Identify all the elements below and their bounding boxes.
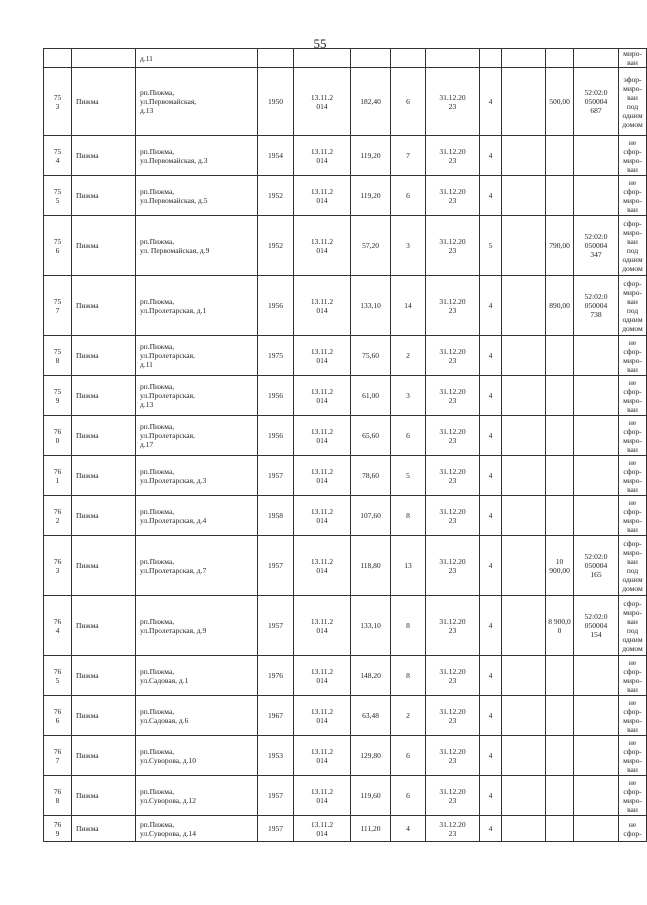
cell-year: 1954 (258, 136, 294, 176)
cell-status: не сфор- миро- ван (619, 136, 647, 176)
cell-amount: 890,00 (546, 276, 574, 336)
cell-deadline: 31.12.20 23 (426, 336, 480, 376)
cell-residents: 3 (391, 376, 426, 416)
cell-settlement: Пижма (72, 276, 136, 336)
cell-group: 4 (480, 656, 502, 696)
cell-deadline: 31.12.20 23 (426, 816, 480, 842)
cell-deadline: 31.12.20 23 (426, 776, 480, 816)
cell-cadastral: 52:02:0 050004 165 (574, 536, 619, 596)
cell-status: сфор- миро- ван под одним домом (619, 536, 647, 596)
cell-number: 76 1 (44, 456, 72, 496)
cell-deadline (426, 49, 480, 68)
cell-cadastral (574, 776, 619, 816)
cell-settlement: Пижма (72, 776, 136, 816)
cell-area: 133,10 (351, 276, 391, 336)
cell-deadline: 31.12.20 23 (426, 376, 480, 416)
cell-empty (502, 456, 546, 496)
cell-address: рп.Пижма, ул.Первомайская, д.13 (136, 68, 258, 136)
cell-status: не сфор- миро- ван (619, 336, 647, 376)
cell-number: 76 5 (44, 656, 72, 696)
cell-settlement: Пижма (72, 136, 136, 176)
table-row (44, 536, 647, 596)
cell-cadastral (574, 336, 619, 376)
cell-amount: 8 900,00 (546, 596, 574, 656)
table-row (44, 736, 647, 776)
cell-empty (502, 696, 546, 736)
cell-address: рп.Пижма, ул.Пролетарская, д.9 (136, 596, 258, 656)
cell-date: 13.11.2 014 (294, 596, 351, 656)
cell-group: 4 (480, 456, 502, 496)
cell-address: рп.Пижма, ул.Суворова, д.10 (136, 736, 258, 776)
cell-amount (546, 736, 574, 776)
cell-cadastral (574, 49, 619, 68)
cell-group: 4 (480, 136, 502, 176)
cell-amount (546, 416, 574, 456)
cell-empty (502, 736, 546, 776)
cell-status: не сфор- миро- ван (619, 416, 647, 456)
cell-number: 75 7 (44, 276, 72, 336)
cell-residents: 8 (391, 496, 426, 536)
cell-year: 1953 (258, 736, 294, 776)
cell-date: 13.11.2 014 (294, 216, 351, 276)
cell-year (258, 49, 294, 68)
cell-number: 76 0 (44, 416, 72, 456)
cell-status: не сфор- миро- ван (619, 696, 647, 736)
cell-cadastral (574, 176, 619, 216)
cell-number: 75 9 (44, 376, 72, 416)
cell-area: 63,48 (351, 696, 391, 736)
cell-area: 57,20 (351, 216, 391, 276)
cell-deadline: 31.12.20 23 (426, 656, 480, 696)
cell-status: не сфор- миро- ван (619, 456, 647, 496)
cell-number: 76 6 (44, 696, 72, 736)
cell-number: 75 8 (44, 336, 72, 376)
cell-group: 4 (480, 336, 502, 376)
cell-amount (546, 176, 574, 216)
cell-area: 65,60 (351, 416, 391, 456)
cell-number: 76 3 (44, 536, 72, 596)
cell-cadastral (574, 416, 619, 456)
cell-residents: 7 (391, 136, 426, 176)
cell-empty (502, 336, 546, 376)
cell-area: 78,60 (351, 456, 391, 496)
cell-year: 1956 (258, 416, 294, 456)
table-row (44, 416, 647, 456)
cell-year: 1958 (258, 496, 294, 536)
cell-residents: 3 (391, 216, 426, 276)
cell-status: не сфор- миро- ван (619, 656, 647, 696)
cell-year: 1956 (258, 376, 294, 416)
cell-year: 1957 (258, 596, 294, 656)
cell-date: 13.11.2 014 (294, 416, 351, 456)
table-body (44, 49, 647, 842)
cell-year: 1952 (258, 176, 294, 216)
cell-address: рп.Пижма, ул.Садовая, д.6 (136, 696, 258, 736)
cell-group: 4 (480, 416, 502, 456)
table-row (44, 596, 647, 656)
cell-address: рп.Пижма, ул.Первомайская, д.3 (136, 136, 258, 176)
cell-deadline: 31.12.20 23 (426, 216, 480, 276)
cell-number: 76 8 (44, 776, 72, 816)
cell-year: 1976 (258, 656, 294, 696)
cell-address: рп.Пижма, ул.Суворова, д.14 (136, 816, 258, 842)
cell-address: рп.Пижма, ул.Пролетарская, д.3 (136, 456, 258, 496)
table-row (44, 276, 647, 336)
cell-amount (546, 696, 574, 736)
cell-date: 13.11.2 014 (294, 136, 351, 176)
cell-group: 4 (480, 376, 502, 416)
cell-settlement: Пижма (72, 816, 136, 842)
cell-address: рп.Пижма, ул.Первомайская, д.5 (136, 176, 258, 216)
page-number: 55 (313, 36, 327, 51)
cell-settlement: Пижма (72, 68, 136, 136)
cell-deadline: 31.12.20 23 (426, 456, 480, 496)
cell-amount (546, 496, 574, 536)
cell-address: рп.Пижма, ул.Суворова, д.12 (136, 776, 258, 816)
table-row (44, 216, 647, 276)
cell-residents: 6 (391, 736, 426, 776)
cell-area: 119,20 (351, 176, 391, 216)
cell-number: 76 4 (44, 596, 72, 656)
cell-date: 13.11.2 014 (294, 276, 351, 336)
cell-empty (502, 136, 546, 176)
cell-settlement: Пижма (72, 376, 136, 416)
table-row (44, 376, 647, 416)
cell-empty (502, 776, 546, 816)
cell-residents: 6 (391, 68, 426, 136)
cell-cadastral (574, 736, 619, 776)
cell-year: 1952 (258, 216, 294, 276)
cell-year: 1950 (258, 68, 294, 136)
table-row (44, 68, 647, 136)
cell-date: 13.11.2 014 (294, 496, 351, 536)
cell-date: 13.11.2 014 (294, 536, 351, 596)
cell-status: не сфор- миро- ван (619, 376, 647, 416)
cell-status: сфор- миро- ван под одним домом (619, 596, 647, 656)
cell-amount (546, 456, 574, 496)
cell-address: рп.Пижма, ул.Пролетарская, д.1 (136, 276, 258, 336)
cell-status: не сфор- (619, 816, 647, 842)
cell-empty (502, 276, 546, 336)
cell-empty (502, 536, 546, 596)
cell-area: 111,20 (351, 816, 391, 842)
cell-settlement: Пижма (72, 416, 136, 456)
cell-date: 13.11.2 014 (294, 776, 351, 816)
cell-cadastral: 52:02:0 050004 154 (574, 596, 619, 656)
cell-settlement: Пижма (72, 536, 136, 596)
table-row (44, 656, 647, 696)
table-row (44, 496, 647, 536)
cell-deadline: 31.12.20 23 (426, 68, 480, 136)
cell-cadastral (574, 136, 619, 176)
cell-date: 13.11.2 014 (294, 376, 351, 416)
cell-residents: 14 (391, 276, 426, 336)
cell-cadastral (574, 496, 619, 536)
cell-area: 75,60 (351, 336, 391, 376)
cell-status: не сфор- миро- ван (619, 176, 647, 216)
cell-number: 75 3 (44, 68, 72, 136)
cell-area: 133,10 (351, 596, 391, 656)
cell-settlement: Пижма (72, 456, 136, 496)
table-row (44, 176, 647, 216)
cell-residents: 13 (391, 536, 426, 596)
cell-area: 118,80 (351, 536, 391, 596)
cell-group: 4 (480, 536, 502, 596)
cell-year: 1975 (258, 336, 294, 376)
cell-settlement: Пижма (72, 596, 136, 656)
cell-group: 4 (480, 496, 502, 536)
cell-empty (502, 68, 546, 136)
cell-area: 129,80 (351, 736, 391, 776)
cell-address: рп.Пижма, ул.Пролетарская, д.7 (136, 536, 258, 596)
cell-settlement: Пижма (72, 696, 136, 736)
cell-amount (546, 376, 574, 416)
cell-empty (502, 376, 546, 416)
cell-number: 76 9 (44, 816, 72, 842)
cell-deadline: 31.12.20 23 (426, 416, 480, 456)
cell-empty (502, 816, 546, 842)
cell-residents: 2 (391, 696, 426, 736)
cell-date: 13.11.2 014 (294, 656, 351, 696)
cell-empty (502, 216, 546, 276)
cell-empty (502, 176, 546, 216)
cell-status: миро- ван (619, 49, 647, 68)
cell-address: рп.Пижма, ул. Первомайская, д.9 (136, 216, 258, 276)
cell-address: рп.Пижма, ул.Садовая, д.1 (136, 656, 258, 696)
table-row (44, 816, 647, 842)
cell-year: 1957 (258, 776, 294, 816)
housing-table (43, 48, 647, 842)
cell-empty (502, 496, 546, 536)
cell-group: 5 (480, 216, 502, 276)
cell-settlement: Пижма (72, 176, 136, 216)
cell-group: 4 (480, 776, 502, 816)
cell-settlement: Пижма (72, 216, 136, 276)
table-row (44, 776, 647, 816)
cell-address: рп.Пижма, ул.Пролетарская, д.4 (136, 496, 258, 536)
cell-residents: 6 (391, 176, 426, 216)
cell-deadline: 31.12.20 23 (426, 136, 480, 176)
cell-cadastral: 52:02:0 050004 687 (574, 68, 619, 136)
cell-amount (546, 49, 574, 68)
cell-area: 182,40 (351, 68, 391, 136)
cell-deadline: 31.12.20 23 (426, 536, 480, 596)
cell-settlement (72, 49, 136, 68)
cell-group (480, 49, 502, 68)
cell-residents: 2 (391, 336, 426, 376)
cell-cadastral (574, 376, 619, 416)
cell-area: 119,20 (351, 136, 391, 176)
cell-amount (546, 336, 574, 376)
cell-residents (391, 49, 426, 68)
cell-number: 75 5 (44, 176, 72, 216)
cell-amount (546, 776, 574, 816)
cell-deadline: 31.12.20 23 (426, 596, 480, 656)
cell-date: 13.11.2 014 (294, 336, 351, 376)
cell-number: 76 7 (44, 736, 72, 776)
cell-group: 4 (480, 596, 502, 656)
cell-amount (546, 136, 574, 176)
cell-address: рп.Пижма, ул.Пролетарская, д.17 (136, 416, 258, 456)
cell-residents: 6 (391, 416, 426, 456)
cell-deadline: 31.12.20 23 (426, 496, 480, 536)
cell-amount (546, 656, 574, 696)
cell-residents: 8 (391, 596, 426, 656)
cell-group: 4 (480, 276, 502, 336)
cell-amount: 500,00 (546, 68, 574, 136)
cell-date: 13.11.2 014 (294, 696, 351, 736)
cell-status: не сфор- миро- ван (619, 776, 647, 816)
cell-area: 107,60 (351, 496, 391, 536)
cell-address: рп.Пижма, ул.Пролетарская, д.11 (136, 336, 258, 376)
cell-empty (502, 416, 546, 456)
cell-cadastral (574, 816, 619, 842)
cell-settlement: Пижма (72, 736, 136, 776)
cell-date: 13.11.2 014 (294, 816, 351, 842)
cell-settlement: Пижма (72, 336, 136, 376)
table-row (44, 456, 647, 496)
cell-area (351, 49, 391, 68)
cell-settlement: Пижма (72, 496, 136, 536)
cell-residents: 4 (391, 816, 426, 842)
cell-year: 1957 (258, 816, 294, 842)
cell-year: 1957 (258, 456, 294, 496)
table-row (44, 696, 647, 736)
cell-empty (502, 49, 546, 68)
cell-date: 13.11.2 014 (294, 736, 351, 776)
cell-status: сфор- миро- ван под одним домом (619, 216, 647, 276)
cell-cadastral: 52:02:0 050004 347 (574, 216, 619, 276)
cell-date: 13.11.2 014 (294, 68, 351, 136)
cell-status: эфор- миро- ван под одним домом (619, 68, 647, 136)
table-row (44, 136, 647, 176)
cell-number: 76 2 (44, 496, 72, 536)
cell-residents: 8 (391, 656, 426, 696)
cell-date (294, 49, 351, 68)
cell-date: 13.11.2 014 (294, 176, 351, 216)
cell-area: 61,00 (351, 376, 391, 416)
cell-year: 1957 (258, 536, 294, 596)
cell-residents: 6 (391, 776, 426, 816)
cell-empty (502, 656, 546, 696)
cell-number: 75 6 (44, 216, 72, 276)
cell-cadastral (574, 456, 619, 496)
cell-area: 119,60 (351, 776, 391, 816)
table-row (44, 49, 647, 68)
cell-date: 13.11.2 014 (294, 456, 351, 496)
cell-group: 4 (480, 736, 502, 776)
cell-group: 4 (480, 68, 502, 136)
cell-group: 4 (480, 816, 502, 842)
cell-address: рп.Пижма, ул.Пролетарская, д.13 (136, 376, 258, 416)
cell-cadastral (574, 656, 619, 696)
cell-year: 1967 (258, 696, 294, 736)
cell-number: 75 4 (44, 136, 72, 176)
cell-cadastral: 52:02:0 050004 738 (574, 276, 619, 336)
cell-amount: 10 900,00 (546, 536, 574, 596)
cell-amount: 790,00 (546, 216, 574, 276)
cell-year: 1956 (258, 276, 294, 336)
cell-cadastral (574, 696, 619, 736)
cell-deadline: 31.12.20 23 (426, 736, 480, 776)
cell-deadline: 31.12.20 23 (426, 176, 480, 216)
cell-residents: 5 (391, 456, 426, 496)
cell-group: 4 (480, 696, 502, 736)
cell-area: 148,20 (351, 656, 391, 696)
cell-status: не сфор- миро- ван (619, 496, 647, 536)
cell-deadline: 31.12.20 23 (426, 276, 480, 336)
cell-address: д.11 (136, 49, 258, 68)
cell-number (44, 49, 72, 68)
cell-status: не сфор- миро- ван (619, 736, 647, 776)
cell-empty (502, 596, 546, 656)
cell-group: 4 (480, 176, 502, 216)
table-row (44, 336, 647, 376)
cell-deadline: 31.12.20 23 (426, 696, 480, 736)
cell-amount (546, 816, 574, 842)
cell-settlement: Пижма (72, 656, 136, 696)
cell-status: сфор- миро- ван под одним домом (619, 276, 647, 336)
